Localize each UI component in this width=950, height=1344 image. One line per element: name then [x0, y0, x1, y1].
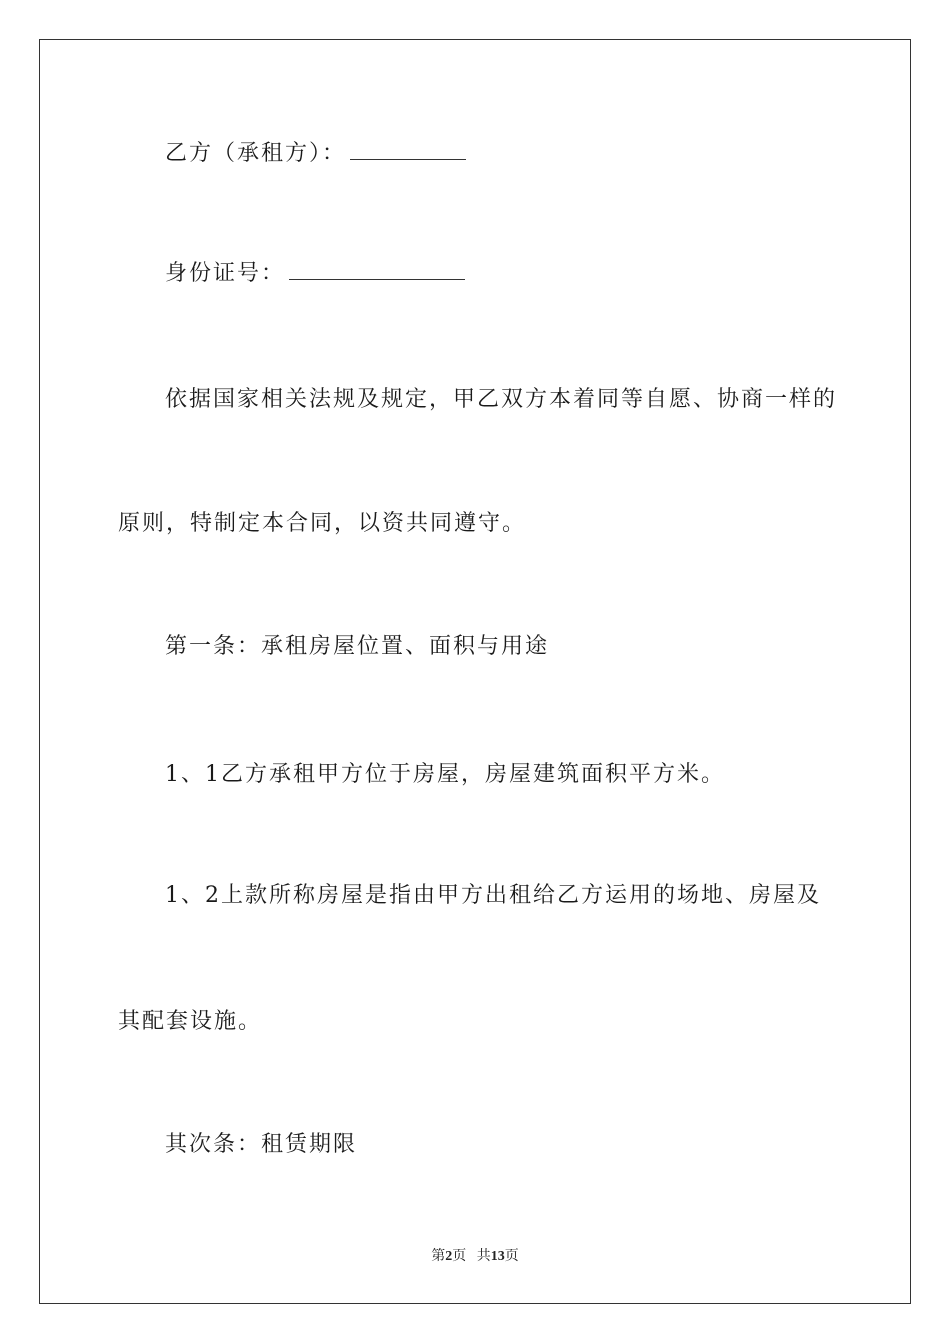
clause-line: 1、2上款所称房屋是指由甲方出租给乙方运用的场地、房屋及 [165, 883, 821, 908]
id-number-line [165, 257, 465, 289]
total-suffix: 页 [504, 1249, 519, 1264]
total-prefix: 共 [476, 1249, 491, 1264]
tenant-blank[interactable] [350, 137, 466, 160]
id-number-label: 身份证号： [165, 261, 286, 286]
clause-line: 其配套设施。 [118, 1009, 263, 1034]
article-heading: 第一条：承租房屋位置、面积与用途 [165, 634, 550, 659]
page-suffix: 页 [452, 1249, 467, 1264]
page-prefix: 第 [431, 1249, 446, 1264]
tenant-label: 乙方（承租方）： [165, 141, 347, 166]
total-pages: 13 [490, 1249, 505, 1264]
paragraph-line: 原则，特制定本合同，以资共同遵守。 [118, 511, 527, 536]
page-number: 2 [445, 1249, 453, 1264]
paragraph-line: 依据国家相关法规及规定，甲乙双方本着同等自愿、协商一样的 [165, 387, 838, 412]
clause-line: 1、1乙方承租甲方位于房屋，房屋建筑面积平方米。 [165, 762, 725, 787]
page-footer [0, 1248, 950, 1266]
id-number-blank[interactable] [289, 257, 465, 280]
tenant-line [165, 137, 466, 169]
article-heading: 其次条：租赁期限 [165, 1132, 358, 1157]
page-border [39, 39, 911, 1304]
